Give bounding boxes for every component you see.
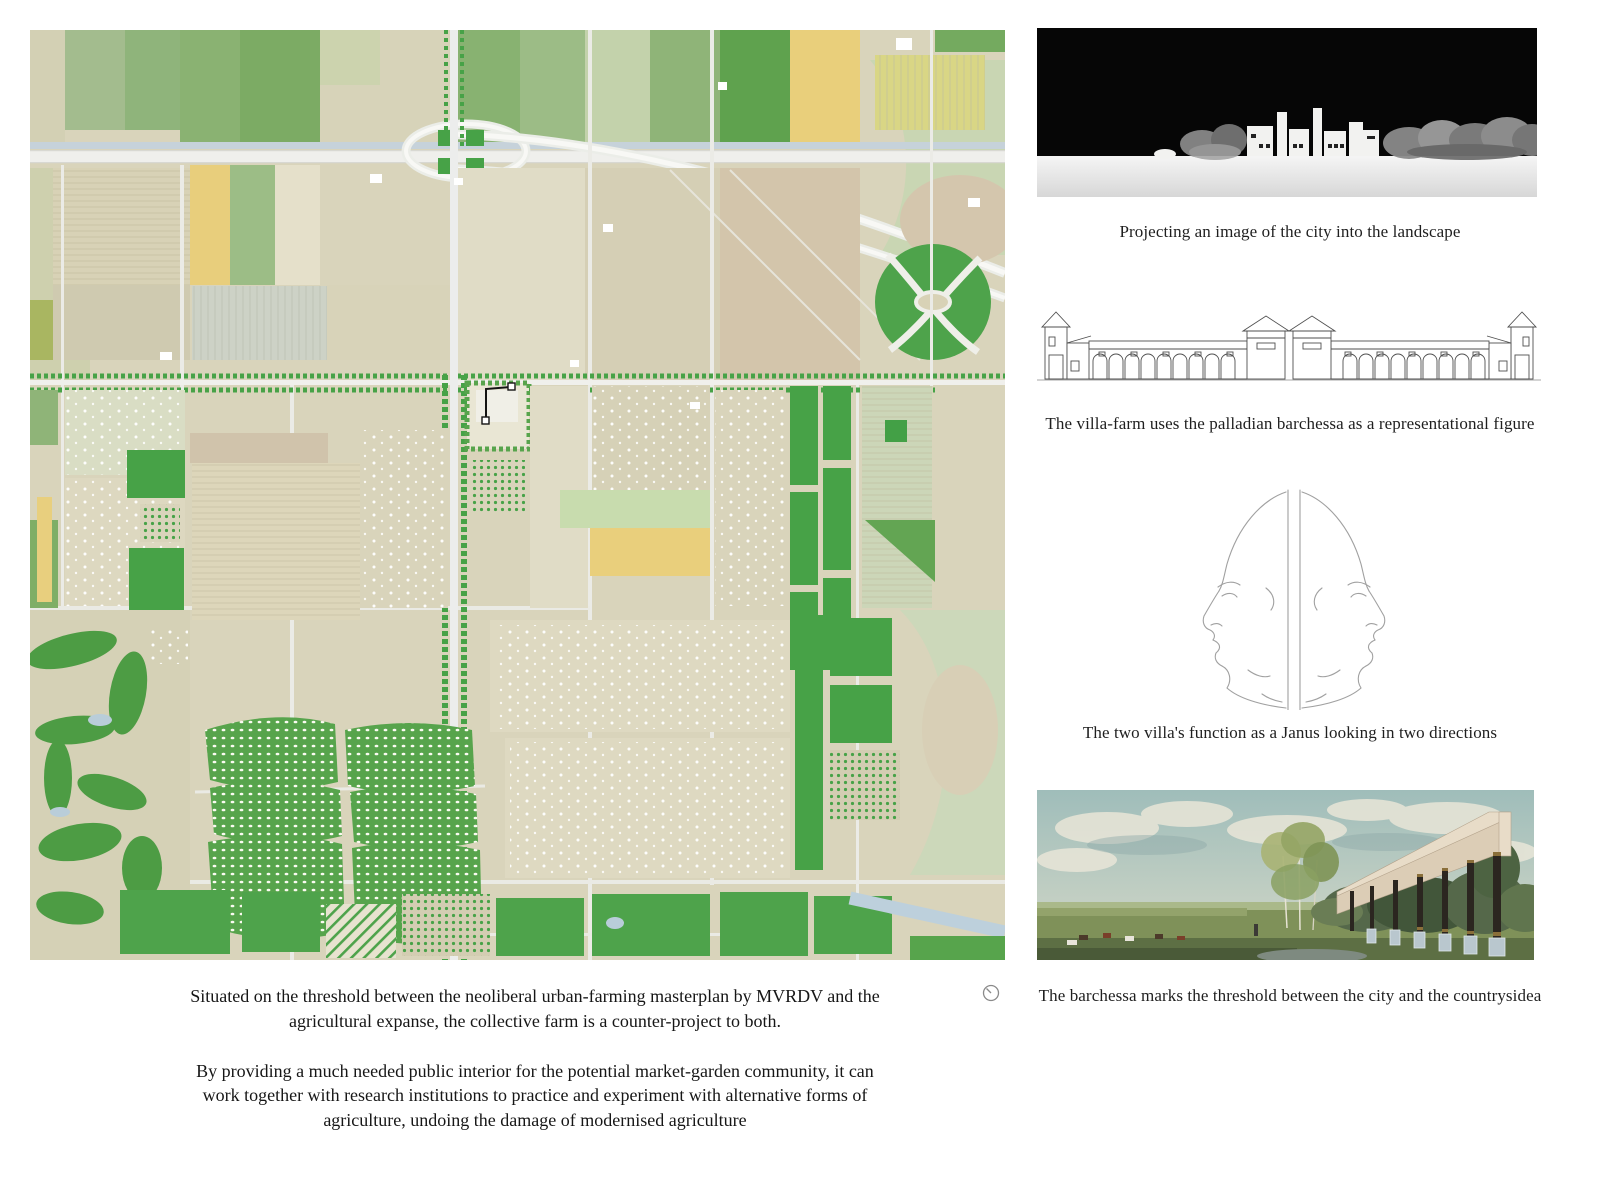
description-paragraph-2: By providing a much needed public interior for the potential market-garden community, it can work together with research institutions to practice and experiment with alternative forms of agriculture, undoing the damage of modernised agriculture <box>196 1060 874 1131</box>
clock-icon <box>982 984 1000 1002</box>
painting-graphic <box>1037 790 1534 960</box>
janus-caption: The two villa's function as a Janus looking in two directions <box>1082 723 1498 742</box>
elevation-caption: The villa-farm uses the palladian barchessa as a representational figure <box>1045 414 1535 433</box>
janus-graphic <box>1178 470 1410 710</box>
model-photo-caption: Projecting an image of the city into the landscape <box>1119 222 1461 241</box>
masterplan-map <box>30 30 1005 960</box>
project-description <box>190 984 880 1158</box>
model-photo-graphic <box>1037 28 1537 197</box>
elevation-graphic <box>1033 303 1545 387</box>
model-photo <box>1037 28 1537 197</box>
barchessa-elevation-drawing <box>1033 303 1545 387</box>
painting-caption: The barchessa marks the threshold between the city and the countrysidea <box>1038 986 1542 1005</box>
janus-drawing <box>1178 470 1410 710</box>
description-paragraph-1: Situated on the threshold between the neoliberal urban-farming masterplan by MVRDV and the agricultural expanse, the collective farm is a counter-project to both. <box>190 986 880 1031</box>
map-graphic <box>30 30 1005 960</box>
landscape-painting <box>1037 790 1534 960</box>
